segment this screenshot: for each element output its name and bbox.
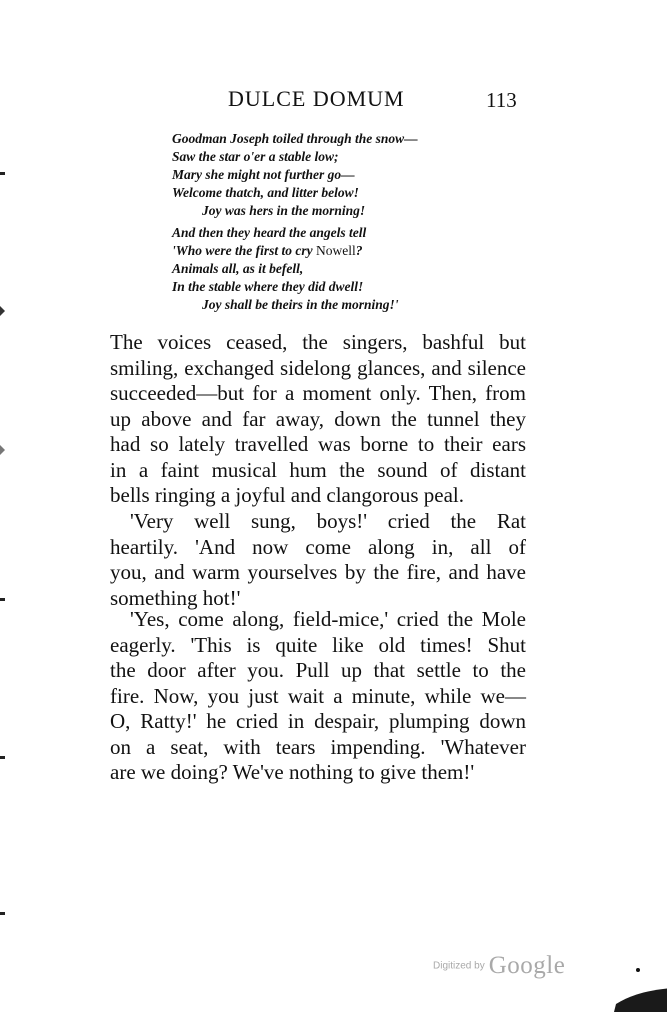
text-line: succeeded—but for a moment only. Then, from xyxy=(110,381,526,405)
verse-line: Goodman Joseph toiled through the snow— xyxy=(172,131,418,146)
text-line: eagerly. 'This is quite like old times! Shut xyxy=(110,632,526,657)
verse-line: And then they heard the angels tell xyxy=(172,225,367,240)
text-line: 'Yes, come along, field-mice,' cried the Mole xyxy=(130,607,526,631)
text-line: you, and warm yourselves by the fire, and have xyxy=(110,560,526,584)
text-line: had so lately travelled was borne to their ears xyxy=(110,432,526,456)
verse-line: In the stable where they did dwell! xyxy=(172,279,364,294)
verse-line: Saw the star o'er a stable low; xyxy=(172,149,339,164)
verse-line: Welcome thatch, and litter below! xyxy=(172,185,359,200)
text-line: something hot!' xyxy=(110,585,241,610)
scan-margin-arrow xyxy=(0,306,5,316)
scan-margin-arrow xyxy=(0,445,5,455)
text-line: in a faint musical hum the sound of distant xyxy=(110,457,526,482)
text-line: fire. Now, you just wait a minute, while we— xyxy=(110,683,526,708)
text-line: bells ringing a joyful and clangorous peal. xyxy=(110,483,464,507)
text-line: The voices ceased, the singers, bashful but xyxy=(110,330,526,354)
running-title: DULCE DOMUM xyxy=(228,86,405,111)
verse-fragment: ? xyxy=(355,243,363,258)
text-line: on a seat, with tears impending. 'Whatever xyxy=(110,734,526,759)
digitization-watermark xyxy=(433,952,565,980)
scan-margin-mark xyxy=(0,912,5,915)
paragraph-2 xyxy=(110,509,526,611)
verse-stanza-1 xyxy=(172,130,492,220)
scan-margin-mark xyxy=(0,598,5,601)
watermark-prefix: Digitized by xyxy=(433,960,485,972)
paragraph-1 xyxy=(110,330,526,509)
paragraph-3 xyxy=(110,607,526,786)
scan-margin-mark xyxy=(0,756,5,759)
text-line: O, Ratty!' he cried in despair, plumping down xyxy=(110,709,526,733)
text-line: up above and far away, down the tunnel they xyxy=(110,406,526,431)
verse-upright-word: Nowell xyxy=(316,243,356,258)
watermark-brand: Google xyxy=(488,952,566,979)
verse-line: Mary she might not further go— xyxy=(172,167,355,182)
verse-refrain: Joy shall be theirs in the morning!' xyxy=(202,297,399,312)
text-line: smiling, exchanged sidelong glances, and silence xyxy=(110,355,526,380)
verse-fragment: 'Who were the first to cry xyxy=(172,243,316,258)
page-number: 113 xyxy=(486,88,517,112)
text-line: the door after you. Pull up that settle to the xyxy=(110,658,526,682)
verse-line: Animals all, as it befell, xyxy=(172,261,304,276)
text-line: 'Very well sung, boys!' cried the Rat xyxy=(130,509,526,533)
scan-margin-mark xyxy=(0,172,5,175)
text-line: are we doing? We've nothing to give them!' xyxy=(110,760,475,784)
verse-line xyxy=(172,242,492,260)
text-line: heartily. 'And now come along in, all of xyxy=(110,534,526,559)
scan-speck xyxy=(636,968,640,972)
verse-stanza-2 xyxy=(172,224,492,314)
verse-refrain: Joy was hers in the morning! xyxy=(202,203,366,218)
page-curl-shadow xyxy=(614,982,667,1012)
